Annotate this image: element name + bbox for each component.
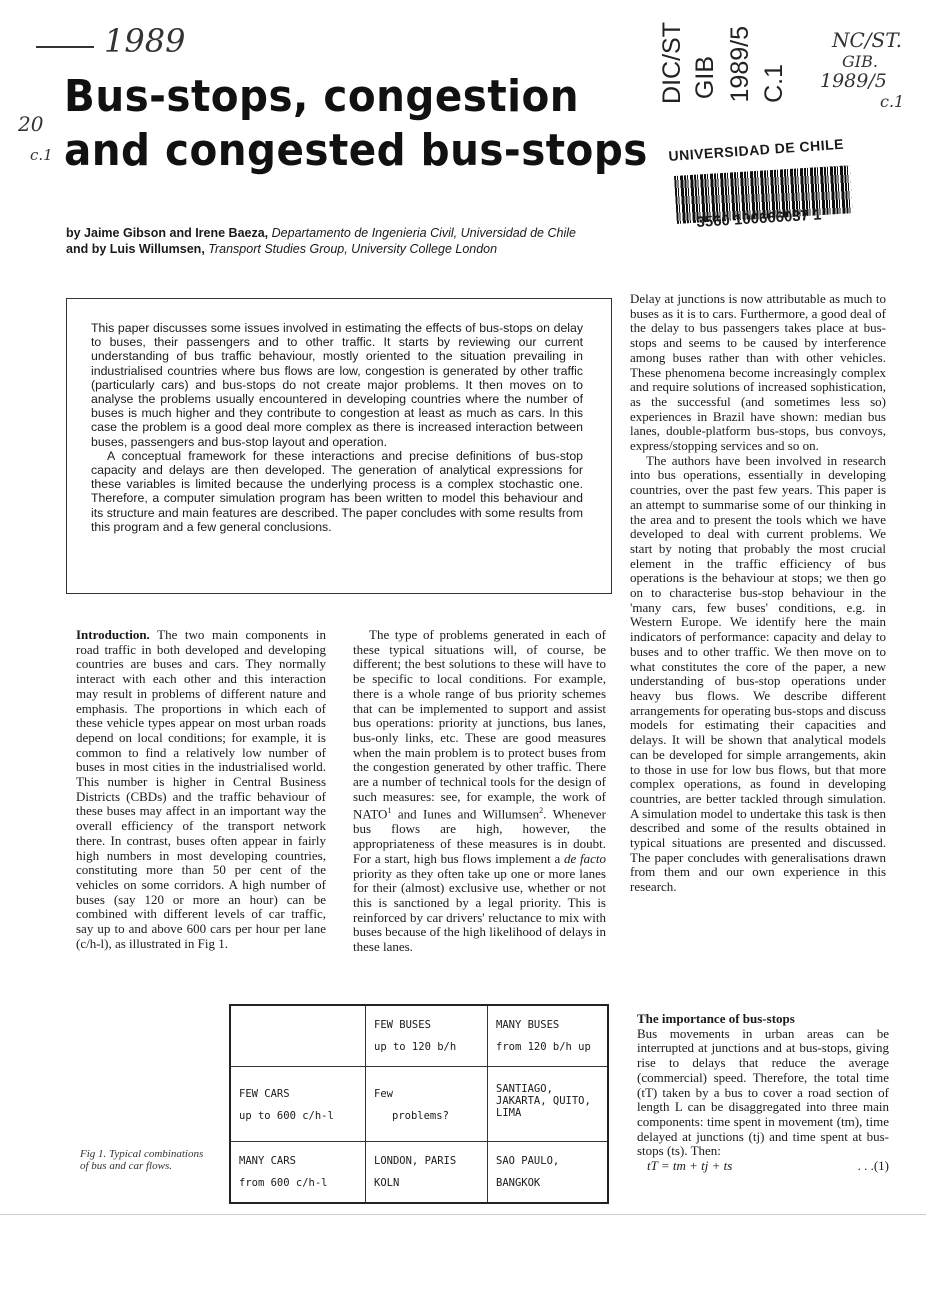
row-header-many-cars: MANY CARS from 600 c/h-l xyxy=(230,1142,366,1204)
article-title-line1: Bus-stops, congestion xyxy=(64,71,580,122)
call-number-line3: 1989/5 xyxy=(726,26,754,103)
column-3-lower xyxy=(637,1012,889,1175)
abstract-paragraph-1: This paper discusses some issues involved in estimating the effects of bus-stops on delay to buses, their passengers and to other traffic. It starts by reviewing our current understanding of bus traffic behaviour, mostly oriented to the situation prevailing in industrialised countries where bus flows are low, congestion is generated by other traffic (particularly cars) and bus-stops do not create major problems. It then moves on to analyse the problems usually encountered in developing countries where the number of buses is much higher and they contribute to congestion at least as much as cars. In this case the problem is a good deal more complex as there is increased interaction between buses, passengers and bus-stop layout and operation. xyxy=(91,321,583,449)
authors-line1-names: by Jaime Gibson and Irene Baeza, xyxy=(66,226,269,240)
barcode-number: 3560 100666037 1 xyxy=(696,206,822,231)
equation-number: . . .(1) xyxy=(857,1158,889,1174)
handwritten-catalog-line2: GIB. xyxy=(842,52,878,71)
handwritten-margin-number: 20 xyxy=(18,112,44,136)
table-header-row xyxy=(230,1005,608,1067)
reference-2: 2 xyxy=(539,806,544,816)
article-title-line2: and congested bus-stops xyxy=(64,125,648,176)
column-2 xyxy=(353,628,606,955)
header-many-buses: MANY BUSES from 120 b/h up xyxy=(488,1005,609,1067)
abstract-paragraph-2: A conceptual framework for these interactions and precise definitions of bus-stop capacity and delays are then developed. The generation of analytical expressions for these variables is limited because the underlying process is a complex stochastic one. Therefore, a computer simulation program has been written to model this behaviour and its structure and main features are described. The paper concludes with some results from this program and a few general conclusions. xyxy=(91,448,583,534)
handwritten-year: 1989 xyxy=(104,22,186,60)
column-2-paragraph: The type of problems generated in each of these typical situations will, of course, be different; the best solutions to these will have to be specific to local conditions. For example, there is a whole range of bus priority schemes that can be implemented to support and assist bus operations: priority at junctions, bus lanes, bus-only links, etc. These are good measures when the main problem is to protect buses from the congestion generated by other traffic. There are a number of technical tools for the design of such measures: see, for example, the work of NATO$^1$ and Iunes and Willumsen$^2$. Whenever bus flows are high, however, the appropriateness of these measures is in doubt. For a start, high bus flows implement a de facto priority as they often take up one or more lanes for their (almost) exclusive use, whether or not this is sanctioned by a legal priority. This is reinforced by car drivers' reluctance to mix with buses because of the high likelihood of delays in these lanes. xyxy=(353,627,607,955)
reference-1: 1 xyxy=(387,806,392,816)
call-number-line2: GIB xyxy=(691,56,719,100)
cell-few-cars-few-buses: Few problems? xyxy=(366,1067,488,1142)
table-corner-cell xyxy=(230,1005,366,1067)
handwritten-catalog-line3: 1989/5 xyxy=(820,70,887,92)
row-header-few-cars: FEW CARS up to 600 c/h-l xyxy=(230,1067,366,1142)
equation-text: tT = tm + tj + ts xyxy=(647,1158,733,1174)
table-row-many-cars xyxy=(230,1142,608,1204)
column-3-paragraph-1: Delay at junctions is now attributable as much to buses as it is to cars. Furthermore, a good deal of the delay to bus passengers takes place at bus-stops and seems to be caused by interference among buses rather than with other vehicles. These phenomena become increasingly complex and require solutions of increased sophistication, as the successful (and sometimes less so) experiences in Brazil have shown: median bus lanes, double-platform bus-stops, bus convoys, express/stopping services and so on. xyxy=(630,291,886,454)
handwritten-margin-copy: c.1 xyxy=(30,146,53,164)
column-1 xyxy=(76,628,326,951)
call-number-line4: C.1 xyxy=(760,64,788,103)
table-row-few-cars xyxy=(230,1067,608,1142)
handwritten-catalog-copy: c.1 xyxy=(880,92,905,111)
figure-caption: Fig 1. Typical combinations of bus and car flows. xyxy=(80,1148,204,1172)
equation-1 xyxy=(637,1159,889,1175)
importance-heading: The importance of bus-stops xyxy=(637,1011,795,1026)
column-3-paragraph-2: The authors have been involved in research into bus operations, essentially in developing countries, over the past few years. This paper is an attempt to summarise some of our thinking in the area and to present the tools which we have developed to deal with current problems. We start by noting that probably the most crucial element in the traffic efficiency of bus operations is the behaviour at stops; we then go on to characterise bus-stop behaviour in the 'many cars, few buses' conditions, e.g. in Western Europe. We identify here the main indicators of performance: capacity and delay to buses and to other traffic. We then move on to what constitutes the core of the paper, a new understanding of bus-stop operations under heavy bus flows. We describe different arrangements for operating bus-stops and discuss models for estimating their capacities and delays. It will be shown that analytical models can be developed for simple arrangements, akin to those in use for low bus flows, but that more complex operations, as found in developing countries, are better tackled through simulation. A simulation model to undertake this task is then described and some of the results obtained in typical situations are presented and discussed. The paper concludes with generalisations drawn from them and our own experience in this research. xyxy=(630,452,886,895)
cell-many-cars-few-buses: LONDON, PARIS KOLN xyxy=(366,1142,488,1204)
authors-line1-affiliation: Departamento de Ingenieria Civil, Universidad de Chile xyxy=(271,226,576,240)
introduction-text: The two main components in road traffic in both developed and developing countries are buses and cars. They normally interact with each other and this interaction may result in problems of different nature and emphasis. The proportions in which each of these vehicle types appear on most urban roads depend on local conditions; for example, it is common to find a relatively low number of buses in most cities in the industrialised world. This number is higher in Central Business Districts (CBDs) and the traffic behaviour of these buses may affect in an important way the overall efficiency of the transport network there. In contrast, buses often appear in fairly high numbers in most developing countries, constituting more than 50 per cent of the vehicles on some corridors. A high number of buses (say 120 or more an hour) can be combined with different levels of car traffic, say up to and above 600 cars per hour per lane (c/h-l), as illustrated in Fig 1. xyxy=(76,627,327,951)
bus-car-flows-table xyxy=(229,1004,609,1204)
introduction-heading: Introduction. xyxy=(76,627,150,642)
handwritten-catalog-line1: NC/ST. xyxy=(832,28,902,52)
call-number-line1: DIC/ST xyxy=(658,22,686,104)
column-3 xyxy=(630,292,886,895)
bottom-rule xyxy=(0,1214,926,1215)
authors-line2-affiliation: Transport Studies Group, University College London xyxy=(208,242,498,256)
university-label: UNIVERSIDAD DE CHILE xyxy=(668,135,845,164)
authors-line1 xyxy=(66,225,576,241)
handwritten-dash xyxy=(36,46,94,48)
authors-line2 xyxy=(66,241,497,257)
abstract-box xyxy=(66,298,612,594)
authors-line2-names: and by Luis Willumsen, xyxy=(66,242,205,256)
importance-paragraph: Bus movements in urban areas can be interrupted at junctions and at bus-stops, giving rise to delays that reduce the average (commercial) speed. Therefore, the total time (tT) taken by a bus to cover a road section of length L can be disaggregated into three main components: time spent in movement (tm), time delayed at junctions (tj) and time spent at bus-stops (ts). Then: xyxy=(637,1025,889,1159)
cell-few-cars-many-buses: SANTIAGO, JAKARTA, QUITO, LIMA xyxy=(488,1067,609,1142)
introduction-paragraph xyxy=(76,628,326,951)
header-few-buses: FEW BUSES up to 120 b/h xyxy=(366,1005,488,1067)
cell-many-cars-many-buses: SAO PAULO, BANGKOK xyxy=(488,1142,609,1204)
